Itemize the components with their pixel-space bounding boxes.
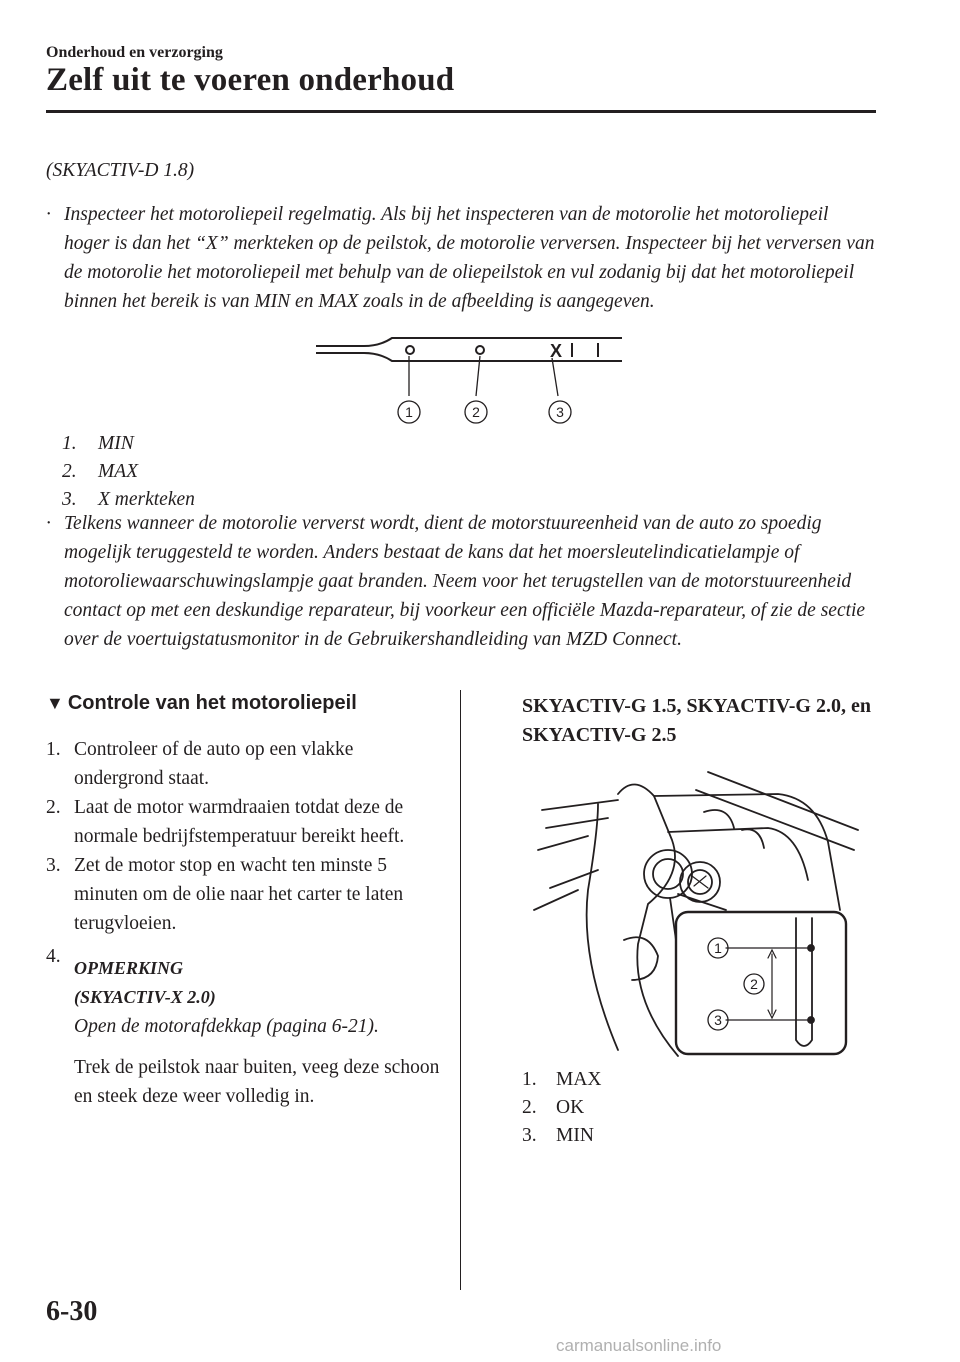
column-divider xyxy=(460,690,461,1290)
section-label: Onderhoud en verzorging xyxy=(46,44,223,61)
middle-dot-icon: · xyxy=(46,513,51,534)
hood-line xyxy=(708,772,858,830)
callout-1-label: 1 xyxy=(405,404,413,420)
legend-item: 1. MAX xyxy=(522,1069,602,1090)
diesel-bullet-2 xyxy=(46,509,876,654)
diesel-bullet-2-text: Telkens wanneer de motorolie ververst wordt, dient de motorstuureenheid van de auto zo spoedig mogelijk teruggesteld te worden. Anders bestaat de kans dat het moersleutelindicatielampje of motoroliewaarschuwingslampje gaat branden. Neem voor het terugstellen van de motorstuureenheid contact op met een deskundige reparateur, bij voorkeur een officiële Mazda-reparateur, of zie de sectie over de voertuigstatusmonitor in de Gebruikershandleiding van MZD Connect. xyxy=(64,513,866,650)
diesel-figure-legend xyxy=(62,430,195,514)
zoom-line xyxy=(678,894,726,910)
diesel-bullet-1-text: Inspecteer het motoroliepeil regelmatig. Als bij het inspecteren van de motorolie het motoroliepeil hoger is dan het “X” merkteken op de peilstok, de motorolie verversen. Inspecteer bij het verversen van de motorolie het motoroliepeil met behulp van de oliepeilstok en vul zodanig bij dat het motoroliepeil binnen het bereik is van MIN en MAX zoals in de afbeelding is aangegeven. xyxy=(64,204,875,312)
engine-bay-illustration xyxy=(528,770,860,1060)
step-item: 3. Zet de motor stop en wacht ten minste 5 minuten om de olie naar het carter te laten terugvloeien. xyxy=(46,855,404,934)
dipstick-upper-edge xyxy=(316,338,622,346)
gasoline-heading: SKYACTIV-G 1.5, SKYACTIV-G 2.0, en SKYACTIV-G 2.5 xyxy=(522,695,871,746)
hose-line xyxy=(546,818,608,828)
legend-item: 2. OK xyxy=(522,1097,585,1118)
engine-part xyxy=(742,829,764,848)
legend-item: 3. X merkteken xyxy=(62,489,195,510)
legend-item: 3. MIN xyxy=(522,1125,594,1146)
step-item: 2. Laat de motor warmdraaien totdat deze de normale bedrijfstemperatuur bereikt heeft. xyxy=(46,797,405,847)
page-number: 6-30 xyxy=(46,1296,98,1327)
diesel-dipstick-figure xyxy=(310,334,630,434)
note-label: OPMERKING xyxy=(74,958,184,978)
gasoline-figure-legend xyxy=(522,1066,602,1150)
min-mark xyxy=(406,346,414,354)
middle-dot-icon: · xyxy=(46,204,51,225)
engine-cover-outline xyxy=(618,784,678,1056)
cover-inner-edge xyxy=(668,828,808,880)
step-item: 4. OPMERKING (SKYACTIV-X 2.0) Open de motorafdekkap (pagina 6-21). Trek de peilstok naar buiten, veeg deze schoon en steek deze weer volledig in. xyxy=(46,942,446,1111)
leader-line-3 xyxy=(552,358,558,396)
dipstick-inset-box xyxy=(676,912,846,1054)
legend-item: 1. MIN xyxy=(62,433,134,454)
diesel-heading: (SKYACTIV-D 1.8) xyxy=(46,160,195,181)
watermark: carmanualsonline.info xyxy=(556,1336,722,1355)
step-4-text: Trek de peilstok naar buiten, veeg deze schoon en steek deze weer volledig in. xyxy=(74,1057,440,1107)
note-text: Open de motorafdekkap (pagina 6-21). xyxy=(74,1016,379,1037)
note-block xyxy=(74,942,446,1041)
callout-3-label: 3 xyxy=(556,404,564,420)
page-title: Zelf uit te voeren onderhoud xyxy=(46,62,455,98)
x-mark-label: X xyxy=(550,341,563,361)
hose-line xyxy=(538,836,588,850)
title-divider xyxy=(46,110,876,113)
check-heading: ▼ Controle van het motoroliepeil xyxy=(46,692,357,714)
diesel-bullet-1 xyxy=(46,200,876,316)
callout-2-label: 2 xyxy=(750,976,758,992)
oil-cap-outer xyxy=(644,850,692,898)
knob-ridges xyxy=(692,876,708,888)
oil-cap-inner xyxy=(653,859,683,889)
engine-cover-edge xyxy=(587,804,618,1050)
callout-2-label: 2 xyxy=(472,404,480,420)
hose-line xyxy=(534,890,578,910)
note-model: (SKYACTIV-X 2.0) xyxy=(74,987,216,1007)
down-triangle-icon: ▼ xyxy=(46,693,64,713)
max-mark xyxy=(476,346,484,354)
engine-part xyxy=(704,810,734,828)
engine-part xyxy=(624,937,658,980)
legend-item: 2. MAX xyxy=(62,461,139,482)
step-item: 1. Controleer of de auto op een vlakke ondergrond staat. xyxy=(46,739,354,789)
callout-1-label: 1 xyxy=(714,940,722,956)
callout-3-label: 3 xyxy=(714,1012,722,1028)
check-steps xyxy=(46,735,446,1111)
dipstick-lower-edge xyxy=(316,353,622,361)
hose-line xyxy=(542,800,618,810)
